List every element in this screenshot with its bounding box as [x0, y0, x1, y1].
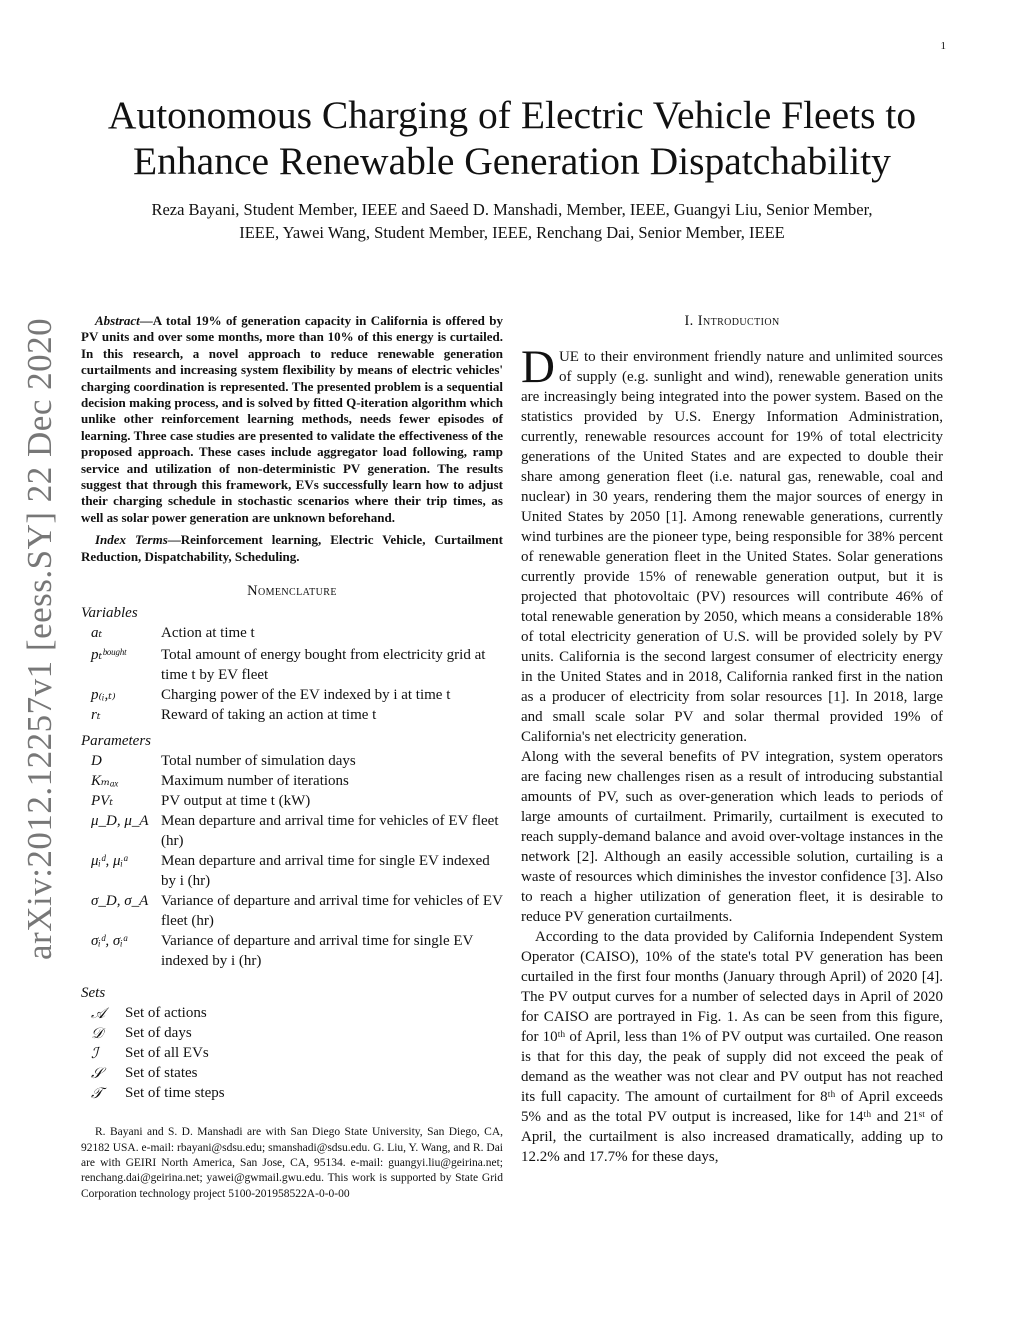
- parameter-symbol: μ_D, μ_A: [91, 813, 149, 830]
- parameter-symbol: σ_D, σ_A: [91, 893, 149, 910]
- parameter-symbol: σᵢᵈ, σᵢᵃ: [91, 933, 129, 950]
- parameter-row: [81, 811, 503, 851]
- index-terms-text: —Reinforcement learning, Electric Vehicle, Curtailment Reduction, Dispatchability, Scheduling.: [81, 532, 503, 564]
- set-symbol: 𝒯: [91, 1084, 103, 1103]
- parameter-row: [81, 851, 503, 891]
- variable-symbol: p₍ᵢ,ₜ₎: [91, 687, 116, 704]
- parameter-definition: Total number of simulation days: [161, 753, 356, 770]
- variable-row: [81, 685, 503, 705]
- variable-definition: Total amount of energy bought from electricity grid at time t by EV fleet: [161, 647, 486, 684]
- parameter-definition: Maximum number of iterations: [161, 773, 349, 790]
- index-terms-lead: Index Terms: [95, 532, 168, 548]
- parameters-heading: Parameters: [81, 733, 151, 750]
- page-number: 1: [940, 40, 946, 52]
- arxiv-identifier: arXiv:2012.12257v1 [eess.SY] 22 Dec 2020: [20, 317, 59, 960]
- variable-definition: Reward of taking an action at time t: [161, 707, 377, 724]
- parameter-row: [81, 751, 503, 771]
- set-row: [81, 1063, 503, 1083]
- abstract-text: —A total 19% of generation capacity in California is offered by PV units and over some months, more than 10% of this energy is curtailed. In this research, a novel approach to reduce renewable generation curtailments and increasing system flexibility by means of electric vehicles' charging coordination is represented. The presented problem is a sequential decision making process, and is solved by fitted Q-iteration algorithm which unlike other reinforcement learning methods, needs fewer episodes of learning. Three case studies are presented to validate the effectiveness of the proposed approach. These cases include aggregator load following, ramp service and utilization of non-deterministic PV generation. The results suggest that through this framework, EVs successfully learn how to adjust their charging schedule in stochastic scenarios where their trip times, as well as solar power generation are unknown beforehand.: [81, 313, 503, 525]
- set-symbol: 𝒮: [91, 1064, 103, 1083]
- set-definition: Set of all EVs: [125, 1045, 209, 1062]
- affiliation-footnote: R. Bayani and S. D. Manshadi are with San Diego State University, San Diego, CA, 92182 USA. e-mail: rbayani@sdsu.edu; smanshadi@sdsu.edu. G. Liu, Y. Wang, and R. Dai are with GEIRI North America, San Jose, CA, 95134. e-mail: guangyi.liu@geirina.net; renchang.dai@geirina.net; yawei@gwmail.gwu.edu. This work is supported by State Grid Corporation technology project 5100-201958522A-0-0-00: [81, 1126, 503, 1200]
- set-row: [81, 1023, 503, 1043]
- set-definition: Set of time steps: [125, 1085, 225, 1102]
- sets-heading: Sets: [81, 985, 106, 1002]
- variable-row: [81, 643, 503, 685]
- intro-paragraph-2: Along with the several benefits of PV integration, system operators are facing new challenges risen as a result of introducing substantial amounts of PV, such as over-generation which leads to periods of large amounts of curtailment. Primarily, curtailment is executed to reach supply-demand balance and avoid over-voltage instances in the network [2]. Although an easily accessible solution, curtailing is a waste of resources which diminishes the investor confidence [3]. Also to reach a higher utilization of generation fleet, it is desirable to reduce PV generation curtailments.: [521, 749, 943, 925]
- variable-symbol: pₜᵇᵒᵘᵍʰᵗ: [91, 647, 126, 664]
- title-line-2: Enhance Renewable Generation Dispatchability: [133, 139, 891, 183]
- nomenclature-heading: Nomenclature: [247, 583, 337, 600]
- author-line-1: Reza Bayani, Student Member, IEEE and Saeed D. Manshadi, Member, IEEE, Guangyi Liu, Senior Member,: [151, 200, 873, 219]
- parameter-row: [81, 771, 503, 791]
- paper-title: [60, 92, 964, 184]
- right-column: [521, 313, 943, 1167]
- intro-paragraph-1-text: UE to their environment friendly nature and unlimited sources of supply (e.g. sunlight and wind), renewable generation units are increasingly being integrated into the power system. Based on the statistics provided by U.S. Energy Information Administration, currently, renewable resources account for 19% of total electricity generations of the United States and are expected to double their share among generation fleet (i.e. natural gas, renewable, coal and nuclear) in 30 years, rendering them the major sources of energy in United States by 2050 [1]. Among renewable generations, currently wind turbines are the pioneer type, being responsible for 38% percent of renewable generation fleet in the United States. Solar generations currently provide 15% of renewable generation output, but it is projected that photovoltaic (PV) resources will contribute 46% of total renewable generation by 2050, which means a considerable 18% of total electricity generation of U.S. will be provided solely by PV units. California is the second largest consumer of electricity energy in the United States and in 2018, California ranked first in the nation as a producer of electricity from solar resources [1]. In 2018, large and small scale solar PV and solar thermal provided 19% of California's net electricity generation.: [521, 349, 943, 745]
- parameter-symbol: Kₘₐₓ: [91, 773, 119, 790]
- parameter-definition: Variance of departure and arrival time for single EV indexed by i (hr): [161, 933, 474, 970]
- set-symbol: ℐ: [91, 1044, 99, 1063]
- parameter-definition: Mean departure and arrival time for single EV indexed by i (hr): [161, 853, 490, 890]
- parameter-definition: Variance of departure and arrival time for vehicles of EV fleet (hr): [161, 893, 503, 930]
- parameter-definition: Mean departure and arrival time for vehicles of EV fleet (hr): [161, 813, 499, 850]
- set-symbol: 𝒟: [91, 1024, 103, 1043]
- drop-cap: D: [521, 341, 555, 393]
- variable-symbol: rₜ: [91, 707, 101, 724]
- intro-paragraph-1: [521, 341, 943, 747]
- variable-definition: Action at time t: [161, 625, 255, 642]
- abstract-lead: Abstract: [95, 313, 140, 328]
- parameter-symbol: μᵢᵈ, μᵢᵃ: [91, 853, 129, 870]
- parameter-row: [81, 891, 503, 931]
- left-column: [81, 313, 503, 1202]
- set-definition: Set of states: [125, 1065, 198, 1082]
- set-definition: Set of days: [125, 1025, 192, 1042]
- set-row: [81, 1043, 503, 1063]
- parameter-symbol: D: [91, 753, 102, 770]
- author-line-2: IEEE, Yawei Wang, Student Member, IEEE, Renchang Dai, Senior Member, IEEE: [239, 223, 785, 242]
- abstract: [81, 313, 503, 526]
- variable-symbol: aₜ: [91, 625, 103, 642]
- set-symbol: 𝒜: [91, 1004, 106, 1023]
- set-row: [81, 1083, 503, 1103]
- variable-definition: Charging power of the EV indexed by i at time t: [161, 687, 451, 704]
- title-line-1: Autonomous Charging of Electric Vehicle Fleets to: [107, 93, 917, 137]
- parameter-row: [81, 791, 503, 811]
- set-row: [81, 1003, 503, 1023]
- parameter-definition: PV output at time t (kW): [161, 793, 311, 810]
- variables-heading: Variables: [81, 605, 138, 622]
- index-terms: [81, 532, 503, 565]
- author-list: [80, 198, 944, 244]
- set-definition: Set of actions: [125, 1005, 207, 1022]
- intro-paragraph-3: According to the data provided by California Independent System Operator (CAISO), 10% of the state's total PV generation has been curtailed in the first four months (January through April) of 2020 [4]. The PV output curves for a number of selected days in April of 2020 for CAISO are portrayed in Fig. 1. As can be seen from this figure, for 10ᵗʰ of April, less than 1% of PV output was curtailed. One reason is that for this day, the peak of supply did not exceed the peak of demand as the weather was not clear and PV output has not reached its full capacity. The amount of curtailment for 8ᵗʰ of April exceeds 5% and as the total PV output is increased, like for 14ᵗʰ and 21ˢᵗ of April, the curtailment is also increased dramatically, adding up to 12.2% and 17.7% for these days,: [521, 929, 943, 1165]
- parameter-symbol: PVₜ: [91, 793, 114, 810]
- parameter-row: [81, 931, 503, 971]
- variable-row: [81, 705, 503, 725]
- introduction-heading: I. Introduction: [684, 313, 780, 329]
- variable-row: [81, 623, 503, 643]
